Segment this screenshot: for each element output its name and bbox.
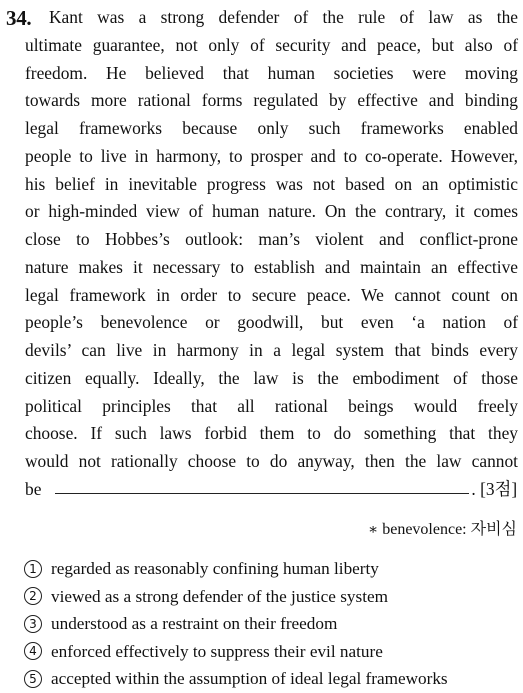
passage-line: close to Hobbes’s outlook: man’s violent and conflict-prone bbox=[25, 229, 518, 249]
passage-line: devils’ can live in harmony in a legal system that binds every bbox=[25, 340, 518, 360]
asterisk-icon: ∗ bbox=[368, 522, 379, 538]
passage-line: legal frameworks because only such frameworks enabled bbox=[25, 118, 518, 138]
circled-number-icon: 1 bbox=[24, 560, 42, 578]
circled-number-icon: 2 bbox=[24, 587, 42, 605]
option-text: accepted within the assumption of ideal legal frameworks bbox=[51, 669, 448, 688]
passage-last-line bbox=[25, 476, 518, 504]
circled-number-icon: 3 bbox=[24, 615, 42, 633]
passage-line: his belief in inevitable progress was not based on an optimistic bbox=[25, 173, 518, 194]
option-3[interactable] bbox=[24, 610, 519, 638]
option-2[interactable] bbox=[24, 583, 519, 611]
answer-options bbox=[24, 555, 519, 693]
option-1[interactable] bbox=[24, 555, 519, 583]
passage-line: political principles that all rational beings would freely bbox=[25, 395, 518, 416]
option-5[interactable] bbox=[24, 665, 519, 693]
circled-number-icon: 5 bbox=[24, 670, 42, 688]
passage-line: nature makes it necessary to establish and maintain an effective bbox=[25, 256, 518, 277]
passage-line: ultimate guarantee, not only of security and peace, but also of bbox=[25, 34, 518, 55]
footnote-text: benevolence: 자비심 bbox=[382, 521, 517, 538]
passage-line: freedom. He believed that human societies were moving bbox=[25, 62, 518, 83]
passage-line: choose. If such laws forbid them to do something that they bbox=[25, 423, 518, 444]
passage-line: citizen equally. Ideally, the law is the embodiment of those bbox=[25, 367, 518, 388]
question-number: 34. bbox=[6, 6, 32, 30]
answer-blank bbox=[55, 475, 469, 494]
passage bbox=[25, 4, 518, 504]
circled-number-icon: 4 bbox=[24, 642, 42, 660]
passage-line: people to live in harmony, to prosper and to co-operate. However, bbox=[25, 145, 518, 166]
option-text: viewed as a strong defender of the justice system bbox=[51, 586, 388, 606]
passage-line: Kant was a strong defender of the rule of law as the bbox=[49, 7, 518, 27]
passage-line: or high-minded view of human nature. On the contrary, it comes bbox=[25, 201, 518, 222]
passage-line: towards more rational forms regulated by effective and binding bbox=[25, 90, 518, 111]
passage-line: people’s benevolence or goodwill, but even ‘a nation of bbox=[25, 312, 518, 333]
passage-line: would not rationally choose to do anyway, then the law cannot bbox=[25, 451, 518, 471]
option-text: regarded as reasonably confining human liberty bbox=[51, 559, 379, 578]
points-label: . [3점] bbox=[471, 478, 518, 499]
footnote bbox=[368, 518, 517, 542]
option-text: enforced effectively to suppress their evil nature bbox=[51, 641, 383, 661]
passage-line: legal framework in order to secure peace. We cannot count on bbox=[25, 284, 518, 305]
option-text: understood as a restraint on their freedom bbox=[51, 614, 338, 633]
option-4[interactable] bbox=[24, 638, 519, 666]
last-line-start: be bbox=[25, 478, 42, 499]
